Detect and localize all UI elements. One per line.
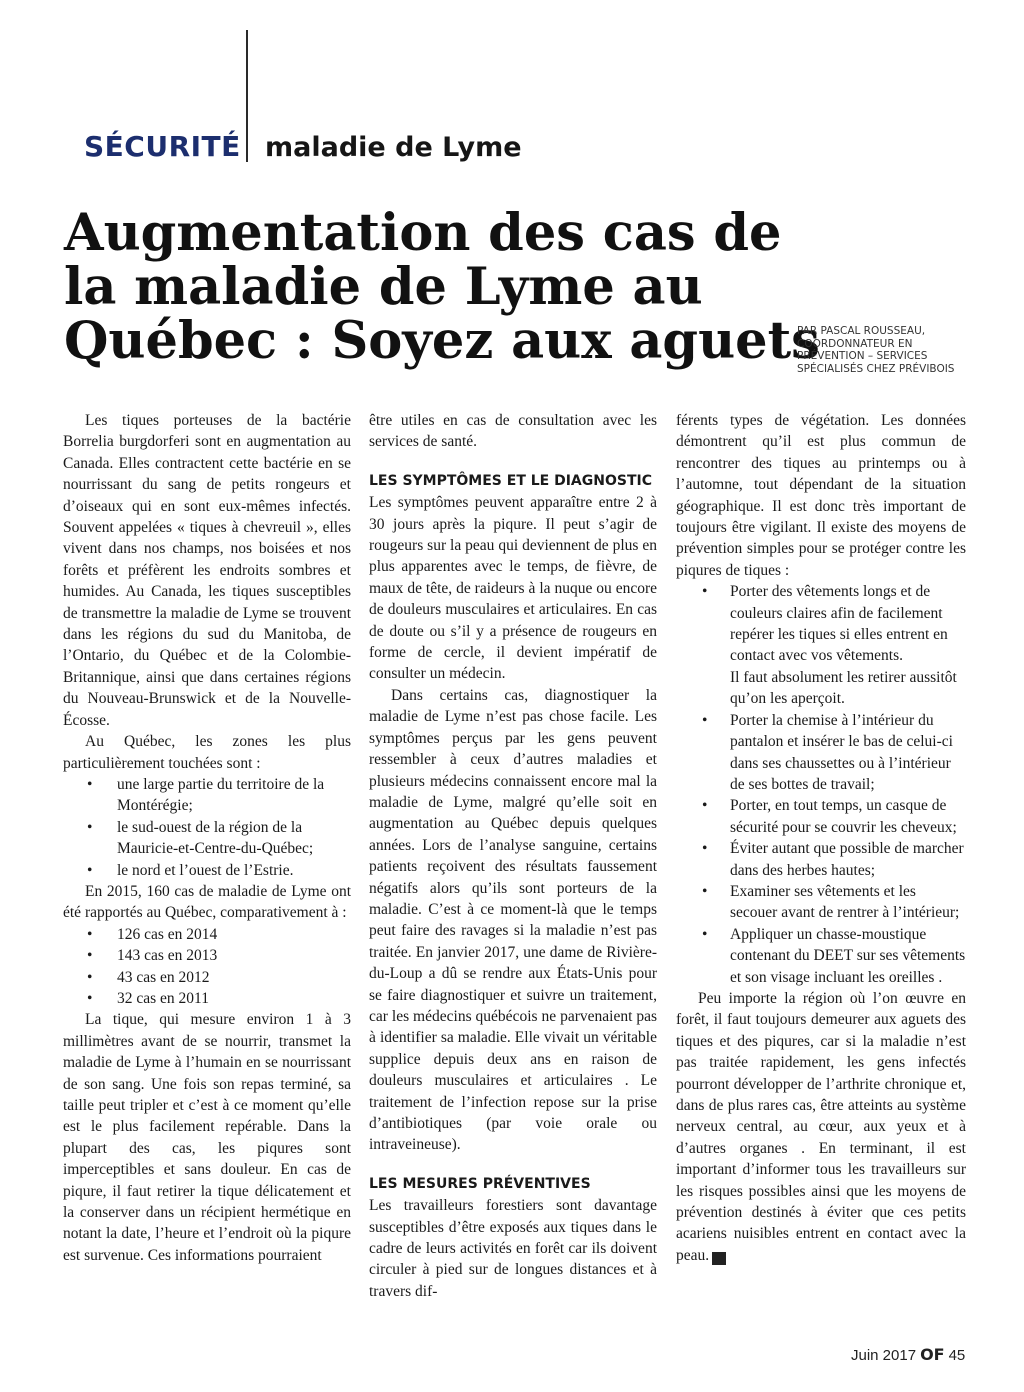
byline-line: COORDONNATEUR EN: [797, 337, 913, 350]
list-item: • le sud-ouest de la région de la Mauricie-et-Centre-du-Québec;: [63, 817, 351, 860]
article-column-3: [676, 410, 966, 1266]
subheading-prevention: LES MESURES PRÉVENTIVES: [369, 1175, 591, 1192]
paragraph: La tique, qui mesure environ 1 à 3 millimètres avant de se nourrir, transmet la maladie de Lyme à l’humain en se nourrissant de son sang. Une fois son repas terminé, sa taille peut tripler et c’est à ce moment qu’elle est le plus facilement repérable. Dans la plupart des cas, les piqures sont imperceptibles et sans douleur. En cas de piqure, il faut retirer la tique délicatement et la conserver dans un récipient hermétique en notant la date, l’heure et l’endroit où la piqure est survenue. Ces informations pourraient: [63, 1011, 351, 1264]
issue-date: Juin 2017: [851, 1347, 917, 1364]
list-item: • Examiner ses vêtements et les secouer avant de rentrer à l’intérieur;: [676, 881, 966, 924]
paragraph: Les travailleurs forestiers sont davantage susceptibles d’être exposés aux tiques dans le cadre de leurs activités en forêt car ils doivent circuler à pied sur de longues distances et à travers dif-: [369, 1197, 657, 1300]
list-item: • 126 cas en 2014: [63, 924, 351, 945]
paragraph-text: Peu importe la région où l’on œuvre en forêt, il faut toujours demeurer aux aguets des tiques et des piqures, car si la maladie n’est pas traitée rapidement, les gens infectés pourront développer de l’arthrite chronique et, dans de plus rares cas, être atteints au système nerveux central, au cœur, aux yeux et à d’autres organes . En terminant, il est important d’informer tous les travailleurs sur les risques possibles ainsi que les moyens de prévention destinés à éviter que ces petits acariens nuisibles entrent en contact avec la peau.: [676, 989, 966, 1264]
page-number: 45: [948, 1347, 966, 1364]
paragraph: être utiles en cas de consultation avec les services de santé.: [369, 412, 657, 451]
page-footer: [851, 1345, 965, 1364]
list-item: • Appliquer un chasse-moustique contenant du DEET sur ses vêtements et son visage incluant les oreilles .: [676, 924, 966, 988]
paragraph: Dans certains cas, diagnostiquer la maladie de Lyme n’est pas chose facile. Les symptômes perçus par les gens peuvent ressembler à ceux d’autres maladies et plusieurs médecins connaissent encore mal la maladie de Lyme, malgré qu’elle soit en augmentation au Québec depuis quelques années. Lors de l’analyse sanguine, certains patients reçoivent des résultats faussement négatifs alors qu’ils sont porteurs de la maladie. C’est à ce moment-là que le temps peut faire des ravages si la maladie n’est pas traitée. En janvier 2017, une dame de Rivière-du-Loup a dû se rendre aux États-Unis pour se faire diagnostiquer et suivre un traitement, car les médecins québécois ne parvenaient pas à identifier sa maladie. Elle vivait un véritable supplice depuis deux ans en raison de douleurs musculaires et articulaires . Le traitement de l’infection repose sur la prise d’antibiotiques (par voie orale ou intraveineuse).: [369, 686, 657, 1154]
list-item: • Porter, en tout temps, un casque de sécurité pour se couvrir les cheveux;: [676, 795, 966, 838]
paragraph: En 2015, 160 cas de maladie de Lyme ont été rapportés au Québec, comparativement à :: [63, 882, 351, 922]
case-stats-list: [63, 924, 351, 1010]
byline-line: SPÉCIALISÉS CHEZ PRÉVIBOIS: [797, 362, 955, 375]
byline-line: PRÉVENTION – SERVICES: [797, 350, 928, 362]
paragraph: [676, 988, 966, 1266]
topic-label: maladie de Lyme: [265, 132, 522, 163]
paragraph: Les symptômes peuvent apparaître entre 2 à 30 jours après la piqure. Il peut s’agir de rougeurs sur la peau qui deviennent de plus en plus apparentes avec le temps, de fièvre, de maux de tête, de raideurs à la nuque ou encore de douleurs musculaires et articulaires. En cas de doute ou s’il y a présence de rougeurs en forme de cercle, il devient impératif de consulter un médecin.: [369, 494, 657, 683]
article-column-1: [63, 410, 351, 1266]
subheading-symptoms: LES SYMPTÔMES ET LE DIAGNOSTIC: [369, 472, 652, 489]
end-of-article-icon: OF: [712, 1252, 726, 1265]
list-item-text: Porter des vêtements longs et de couleurs claires afin de facilement repérer les tiques si elles entrent en contact avec vos vêtements.: [730, 583, 948, 665]
list-item: • 32 cas en 2011: [63, 988, 351, 1009]
paragraph: férents types de végétation. Les données démontrent qu’il est plus commun de rencontrer des tiques au printemps ou à l’automne, tout dépendant de la situation géographique. Il est donc très important de toujours être vigilant. Il existe des moyens de prévention simples pour se protéger contre les piqures de tiques :: [676, 412, 966, 579]
paragraph: Les tiques porteuses de la bactérie Borrelia burgdorferi sont en augmentation au Canada. Elles contractent cette bactérie en se nourrissant du sang de petits rongeurs et d’oiseaux qui en sont eux-mêmes infectés. Souvent appelées « tiques à chevreuil », elles vivent dans nos champs, nos boisées et nos forêts et préfèrent les endroits sombres et humides. Au Canada, les tiques susceptibles de transmettre la maladie de Lyme se trouvent dans les régions du sud du Manitoba, de l’Ontario, du Québec et de la Colombie-Britannique, ainsi que dans certaines régions du Nouveau-Brunswick et de la Nouvelle-Écosse.: [63, 412, 351, 729]
header-divider: [246, 30, 248, 162]
byline-line: PAR PASCAL ROUSSEAU,: [797, 325, 926, 337]
title-line: Augmentation des cas de: [64, 203, 782, 263]
list-item-extra: Il faut absolument les retirer aussitôt qu’on les aperçoit.: [730, 668, 957, 708]
list-item: • Porter la chemise à l’intérieur du pantalon et insérer le bas de celui-ci dans ses chaussettes ou à l’intérieur de ses bottes de travail;: [676, 710, 966, 796]
byline: [797, 325, 997, 375]
list-item: • le nord et l’ouest de l’Estrie.: [63, 860, 351, 881]
magazine-logo: OF: [920, 1345, 945, 1364]
article-title: [64, 203, 820, 371]
title-line: Québec : Soyez aux aguets: [64, 311, 820, 371]
article-column-2: [369, 410, 657, 1302]
list-item: • 43 cas en 2012: [63, 967, 351, 988]
paragraph: Au Québec, les zones les plus particulièrement touchées sont :: [63, 733, 351, 772]
list-item: • 143 cas en 2013: [63, 945, 351, 966]
list-item: • une large partie du territoire de la Montérégie;: [63, 774, 351, 817]
list-item: • Éviter autant que possible de marcher dans des herbes hautes;: [676, 838, 966, 881]
affected-zones-list: [63, 774, 351, 881]
prevention-measures-list: [676, 581, 966, 988]
title-line: la maladie de Lyme au: [64, 257, 703, 317]
section-label: SÉCURITÉ: [84, 130, 241, 163]
list-item: [676, 581, 966, 709]
